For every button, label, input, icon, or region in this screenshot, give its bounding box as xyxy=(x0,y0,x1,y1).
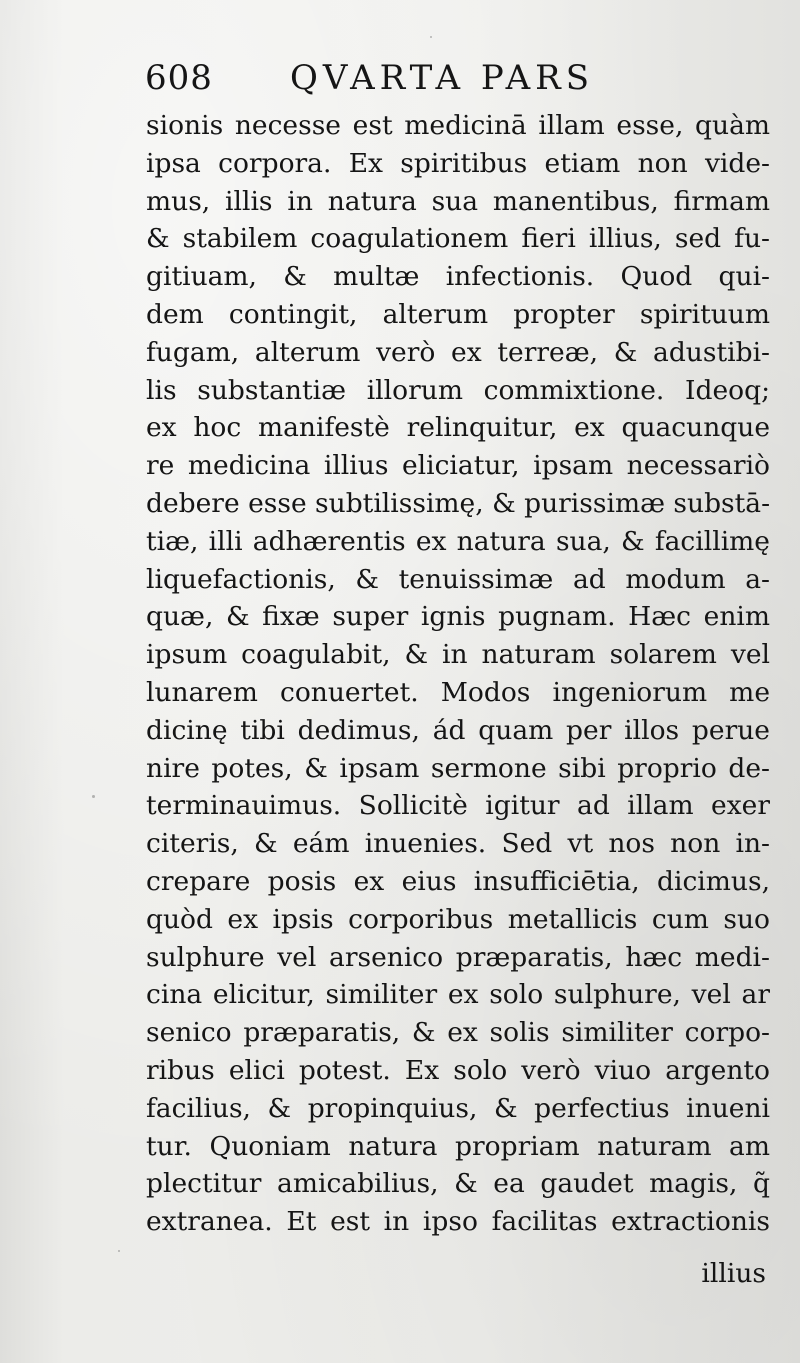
text-line: plectitur amicabilius, & ea gaudet magis, q̃ xyxy=(146,1168,770,1200)
paper-speck xyxy=(118,1250,120,1252)
text-line: nire potes, & ipsam sermone sibi proprio de- xyxy=(146,752,770,784)
text-line: ipsum coagulabit, & in naturam solarem vel xyxy=(146,639,770,671)
text-line: extranea. Et est in ipso facilitas extractionis xyxy=(146,1206,770,1238)
text-line: sionis necesse est medicinā illam esse, quàm xyxy=(146,110,770,141)
text-line: facilius, & propinquius, & perfectius inueni xyxy=(146,1092,770,1124)
text-line: gitiuam, & multæ infectionis. Quod qui- xyxy=(146,261,770,293)
text-line: quòd ex ipsis corporibus metallicis cum suo xyxy=(146,903,770,935)
text-line: ribus elici potest. Ex solo verò viuo argento xyxy=(146,1054,770,1086)
text-line: & stabilem coagulationem fieri illius, sed fu- xyxy=(146,223,770,255)
text-line: crepare posis ex eius insufficiētia, dicimus, xyxy=(146,865,770,897)
paper-speck xyxy=(92,795,95,798)
text-line: sulphure vel arsenico præparatis, hæc medi- xyxy=(146,941,770,973)
text-line: lunarem conuertet. Modos ingeniorum me xyxy=(146,676,770,708)
text-line: citeris, & eám inuenies. Sed vt nos non in- xyxy=(146,828,770,860)
text-line: mus, illis in natura sua manentibus, firmam xyxy=(146,185,770,217)
page-number: 608 xyxy=(145,58,213,98)
paper-speck xyxy=(430,36,432,38)
text-line: tur. Quoniam natura propriam naturam am xyxy=(146,1130,770,1162)
text-line: dicinę tibi dedimus, ád quam per illos perue xyxy=(146,714,770,746)
text-line: terminauimus. Sollicitè igitur ad illam exer xyxy=(146,790,770,822)
text-line: ipsa corpora. Ex spiritibus etiam non vide- xyxy=(146,147,770,179)
text-line: debere esse subtilissimę, & purissimæ substā- xyxy=(146,487,770,519)
text-line: fugam, alterum verò ex terreæ, & adustibi- xyxy=(146,336,770,368)
text-line: dem contingit, alterum propter spirituum xyxy=(146,298,770,330)
text-line: tiæ, illi adhærentis ex natura sua, & facillimę xyxy=(146,525,770,557)
catchword: illius xyxy=(701,1258,766,1289)
text-block xyxy=(146,107,770,1241)
running-head: QVARTA PARS xyxy=(290,58,595,98)
text-line: ex hoc manifestè relinquitur, ex quacunque xyxy=(146,412,770,444)
text-line: senico præparatis, & ex solis similiter corpo- xyxy=(146,1017,770,1049)
text-line: cina elicitur, similiter ex solo sulphure, vel ar xyxy=(146,979,770,1011)
text-line: re medicina illius eliciatur, ipsam necessariò xyxy=(146,450,770,482)
text-line: lis substantiæ illorum commixtione. Ideoq; xyxy=(146,374,770,406)
text-line: liquefactionis, & tenuissimæ ad modum a- xyxy=(146,563,770,595)
text-line: quæ, & fixæ super ignis pugnam. Hæc enim xyxy=(146,601,770,633)
